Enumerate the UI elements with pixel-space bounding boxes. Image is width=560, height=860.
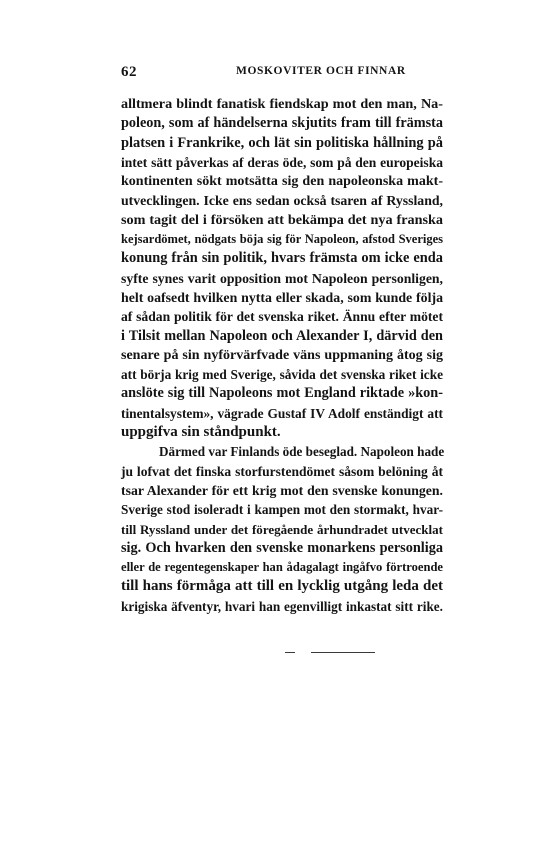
section-end-rule bbox=[285, 652, 375, 654]
page-number: 62 bbox=[121, 64, 137, 80]
text-line: syfte synes varit opposition mot Napoleon personligen, bbox=[121, 270, 443, 286]
paragraph bbox=[121, 95, 443, 442]
rule-segment bbox=[285, 652, 295, 653]
text-line: platsen i Frankrike, och lät sin politiska hållning på bbox=[121, 134, 443, 151]
text-line: tinentalsystem», vägrade Gustaf IV Adolf enständigt att bbox=[121, 405, 443, 421]
text-line: konung från sin politik, hvars främsta om icke enda bbox=[121, 250, 443, 267]
text-line: anslöte sig till Napoleons mot England riktade »kon- bbox=[121, 385, 443, 402]
text-line: poleon, som af händelserna skjutits fram till främsta bbox=[121, 115, 443, 132]
text-line: utvecklingen. Icke ens sedan också tsaren af Ryssland, bbox=[121, 193, 443, 209]
text-line: ju lofvat det finska storfurstendömet såsom belöning åt bbox=[121, 463, 443, 479]
body-text bbox=[121, 95, 443, 616]
text-line: Sverige stod isoleradt i kampen mot den stormakt, hvar- bbox=[121, 502, 443, 518]
running-head: MOSKOVITER OCH FINNAR bbox=[236, 65, 406, 77]
text-line: i Tilsit mellan Napoleon och Alexander I, därvid den bbox=[121, 327, 443, 344]
text-line: senare på sin nyförvärfvade väns uppmaning åtog sig bbox=[121, 347, 443, 363]
rule-segment bbox=[311, 652, 375, 653]
text-line: Därmed var Finlands öde beseglad. Napoleon hade bbox=[159, 444, 445, 460]
text-line: eller de regentegenskaper han ådagalagt ingåfvo förtroende bbox=[121, 560, 443, 575]
text-line: tsar Alexander för ett krig mot den svenske konungen. bbox=[121, 482, 443, 498]
paragraph bbox=[121, 442, 443, 616]
text-line: till Ryssland under det föregående århundradet utvecklat bbox=[121, 521, 443, 537]
text-line: af sådan politik för det svenska riket. Ännu efter mötet bbox=[121, 309, 443, 325]
text-line: kontinenten sökt motsätta sig den napoleonska makt- bbox=[121, 174, 443, 190]
text-line: krigiska äfventyr, hvari han egenvilligt inkastat sitt rike. bbox=[121, 598, 443, 614]
text-line: som tagit del i försöken att bekämpa det nya franska bbox=[121, 211, 443, 228]
text-line: kejsardömet, nödgats böja sig för Napoleon, afstod Sveriges bbox=[121, 232, 443, 247]
text-line: intet sätt påverkas af deras öde, som på den europeiska bbox=[121, 154, 443, 170]
page-header bbox=[121, 64, 443, 82]
text-line: att börja krig med Sverige, såvida det svenska riket icke bbox=[121, 367, 443, 383]
text-line: till hans förmåga att till en lycklig utgång leda det bbox=[121, 578, 443, 595]
text-line: alltmera blindt fanatisk fiendskap mot den man, Na- bbox=[121, 96, 443, 112]
text-line: helt oafsedt hvilken nytta eller skada, som kunde följa bbox=[121, 289, 443, 305]
text-line: uppgifva sin ståndpunkt. bbox=[121, 424, 281, 441]
text-line: sig. Och hvarken den svenske monarkens personliga bbox=[121, 539, 443, 556]
